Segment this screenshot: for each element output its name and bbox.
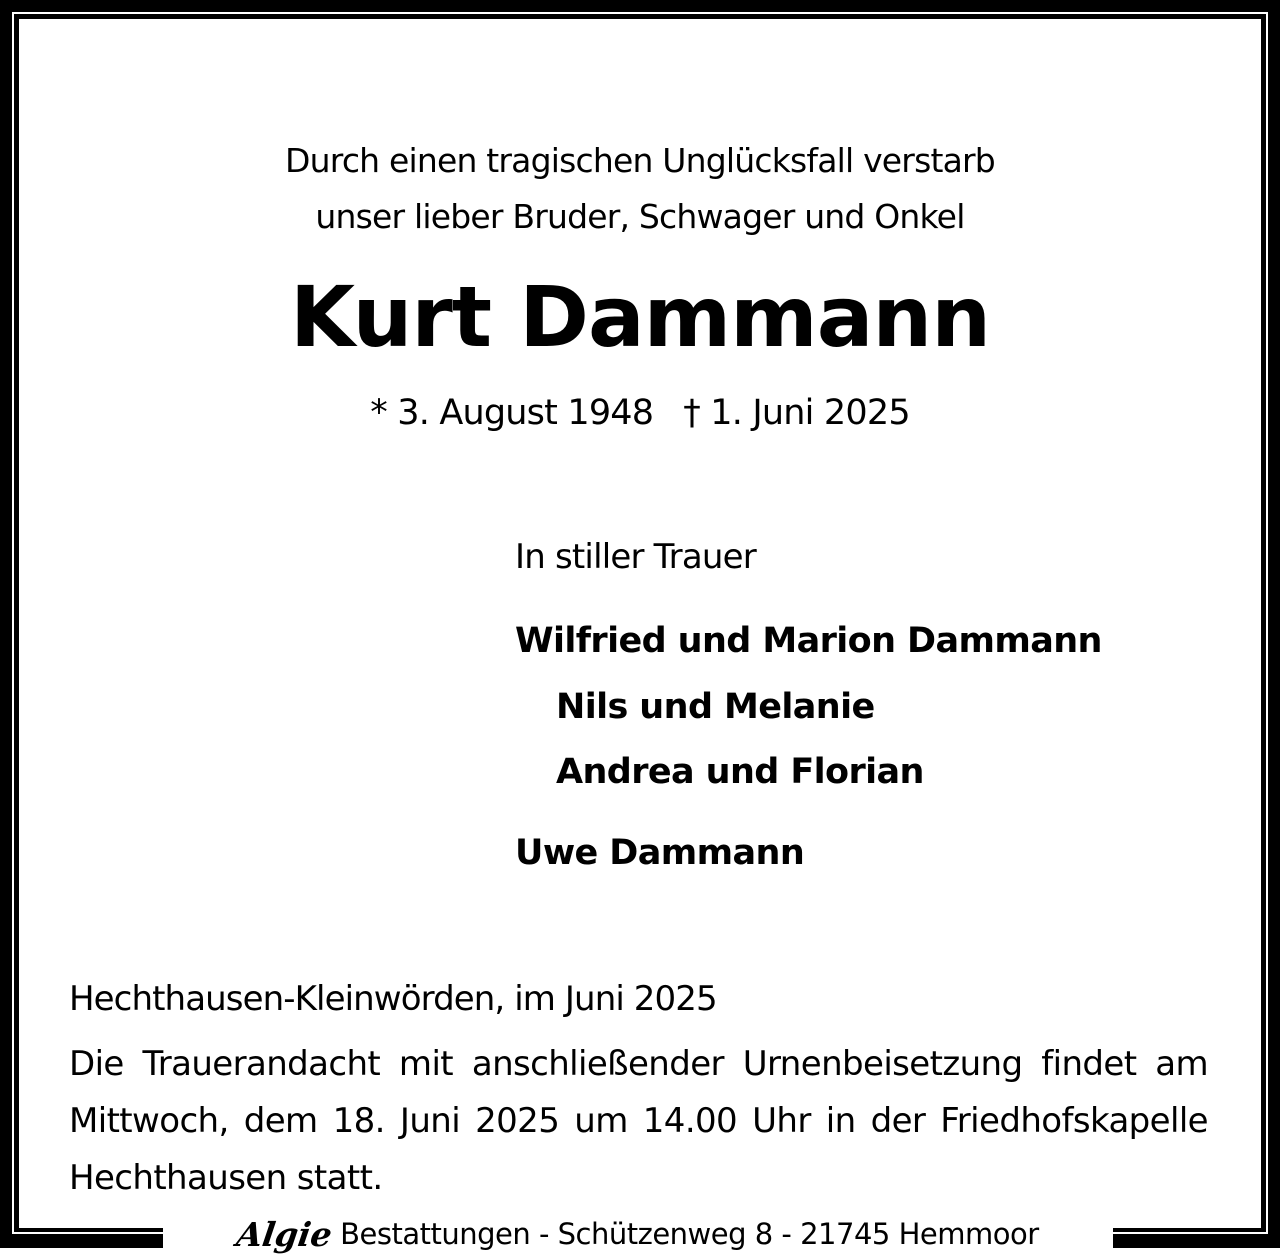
funeral-home-logo: Algie — [234, 1214, 335, 1254]
mourner-1: Wilfried und Marion Dammann — [515, 621, 1102, 661]
footer — [163, 1212, 1113, 1256]
mourner-2: Nils und Melanie — [556, 687, 875, 727]
death-cross-icon: † — [683, 393, 700, 433]
place-date: Hechthausen-Kleinwörden, im Juni 2025 — [69, 979, 717, 1019]
funeral-home-info: Bestattungen - Schützenweg 8 - 21745 Hemmoor — [340, 1217, 1039, 1251]
birth-date: 3. August 1948 — [397, 393, 654, 433]
death-date: 1. Juni 2025 — [710, 393, 910, 433]
mourner-3: Andrea und Florian — [556, 752, 924, 792]
deceased-name: Kurt Dammann — [290, 268, 990, 366]
intro-line-2: unser lieber Bruder, Schwager und Onkel — [315, 197, 965, 236]
mourning-label: In stiller Trauer — [515, 537, 756, 577]
birth-star-icon: * — [370, 393, 387, 433]
mourner-4: Uwe Dammann — [515, 833, 805, 873]
service-info: Die Trauerandacht mit anschließender Urnenbeisetzung findet am Mittwoch, dem 18. Juni 2025 um 14.00 Uhr in der Friedhofskapelle Hechthausen statt. — [69, 1044, 1208, 1198]
life-dates — [0, 388, 1280, 438]
intro-line-1: Durch einen tragischen Unglücksfall verstarb — [285, 141, 995, 180]
